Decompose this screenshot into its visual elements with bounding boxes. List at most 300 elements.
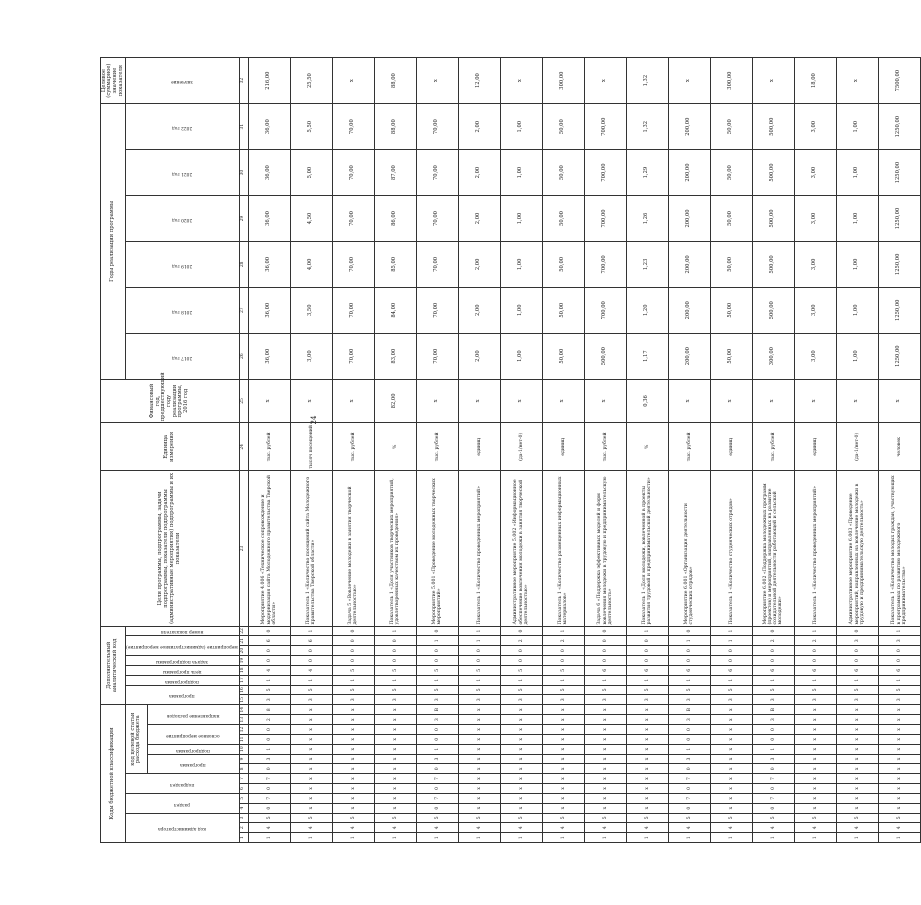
year-value: 2,00 (458, 333, 500, 379)
code-cell: 4 (500, 823, 542, 833)
year-value: 500,00 (752, 104, 794, 150)
year-value: 5,50 (290, 104, 332, 150)
year-value: 4,00 (290, 241, 332, 287)
code-cell: 6 (290, 636, 332, 646)
code-cell: 0 (374, 636, 416, 646)
code-cell: 0 (752, 646, 794, 656)
code-cell: 0 (416, 784, 458, 794)
code-cell: 1 (710, 675, 752, 685)
code-cell: 4 (878, 823, 920, 833)
code-cell: x (542, 705, 584, 715)
year-value: 50,00 (542, 333, 584, 379)
code-cell: 0 (668, 764, 710, 774)
code-cell: 0 (248, 784, 290, 794)
column-number: 29 (239, 196, 248, 242)
year-value: 300,00 (752, 333, 794, 379)
row-name: Административное мероприятие 6.003 «Проведение мероприятий, направленных на вовлечение молодежи в трудовую и предпринимательскую деятельность» (836, 471, 878, 626)
table-row (752, 58, 794, 843)
code-cell: x (626, 784, 668, 794)
code-cell: x (332, 734, 374, 744)
code-cell: 0 (668, 626, 710, 636)
base-year-value: x (668, 379, 710, 423)
code-cell: 1 (416, 744, 458, 754)
program-table (100, 57, 921, 843)
year-value: 1,00 (836, 241, 878, 287)
code-cell: x (836, 793, 878, 803)
year-value: 70,00 (332, 241, 374, 287)
column-number: 2 (239, 823, 248, 833)
code-cell: 0 (374, 656, 416, 666)
code-cell: x (836, 715, 878, 725)
year-value: 1,23 (626, 241, 668, 287)
year-value: 1250,00 (878, 333, 920, 379)
code-cell: x (374, 725, 416, 735)
row-unit: (да-1/нет-0) (836, 423, 878, 471)
code-cell: x (836, 754, 878, 764)
code-cell: 0 (752, 656, 794, 666)
code-cell: x (500, 734, 542, 744)
column-number: 14 (239, 705, 248, 715)
code-cell: x (794, 764, 836, 774)
code-cell: 3 (332, 695, 374, 705)
code-cell: 4 (374, 823, 416, 833)
column-number: 7 (239, 774, 248, 784)
code-cell: 5 (752, 685, 794, 695)
code-cell: 3 (416, 754, 458, 764)
code-cell: 5 (668, 813, 710, 823)
code-cell: 0 (836, 646, 878, 656)
extra-program-label: программа (169, 693, 196, 699)
column-number: 9 (239, 754, 248, 764)
code-cell: x (332, 705, 374, 715)
year-value: 70,00 (332, 287, 374, 333)
code-cell: x (794, 784, 836, 794)
target-value: x (416, 58, 458, 104)
code-cell: 0 (710, 656, 752, 666)
code-cell: 5 (374, 813, 416, 823)
code-cell: 1 (836, 675, 878, 685)
code-cell: 0 (752, 784, 794, 794)
years-header: Годы реализации программы (101, 104, 126, 379)
code-cell: 1 (500, 675, 542, 685)
code-cell: 6 (752, 665, 794, 675)
code-cell: 2 (794, 636, 836, 646)
code-cell: x (290, 744, 332, 754)
code-cell: x (458, 705, 500, 715)
program-name-header: Цели программы, подпрограммы, задачи подпрограммы, показатели подпрограммы (административные мероприятия) подпрограммы и их показатели (101, 471, 240, 626)
code-cell: x (458, 715, 500, 725)
extra-code-header: Дополнительный аналитический код (101, 626, 126, 705)
base-year-value: x (416, 379, 458, 423)
code-cell: 5 (878, 685, 920, 695)
code-cell: 1 (542, 626, 584, 636)
row-unit: человек (878, 423, 920, 471)
year-value: 1250,00 (878, 104, 920, 150)
code-cell: x (584, 803, 626, 813)
base-year-value: x (752, 379, 794, 423)
code-cell: 0 (668, 725, 710, 735)
target-value: x (332, 58, 374, 104)
extra-measure-label: мероприятие (административное мероприятие) (126, 644, 239, 650)
target-value: 12,00 (458, 58, 500, 104)
code-cell: x (542, 715, 584, 725)
code-cell: x (794, 734, 836, 744)
row-name: Задача 5 «Вовлечение молодежи в занятия творческой деятельностью» (332, 471, 374, 626)
row-unit: тыс. рублей (668, 423, 710, 471)
code-cell: 0 (458, 646, 500, 656)
code-cell: 6 (248, 636, 290, 646)
row-unit: тысяч посещений (290, 423, 332, 471)
year-value: 700,00 (584, 150, 626, 196)
year-value: 50,00 (542, 196, 584, 242)
code-cell: x (584, 744, 626, 754)
rotated-sheet (60, 0, 907, 905)
code-cell: x (290, 725, 332, 735)
code-cell: 1 (668, 675, 710, 685)
code-cell: x (584, 764, 626, 774)
code-cell: 0 (248, 626, 290, 636)
code-cell: 0 (248, 725, 290, 735)
target-value: 300,00 (542, 58, 584, 104)
year-value: 500,00 (752, 196, 794, 242)
code-cell: x (584, 793, 626, 803)
row-name: Показатель 1 «Доля участников творческих мероприятий, удовлетворенных качеством их проведения» (374, 471, 416, 626)
code-cell: 5 (542, 685, 584, 695)
year-value: 1,00 (500, 287, 542, 333)
code-cell: 5 (248, 685, 290, 695)
code-cell: x (542, 764, 584, 774)
extra-indicator-label: номер показателя (161, 629, 204, 635)
code-cell: x (542, 744, 584, 754)
row-unit: % (626, 423, 668, 471)
code-cell: 7 (752, 774, 794, 784)
year-value: 1,00 (836, 196, 878, 242)
base-year-value: x (878, 379, 920, 423)
year-value: 36,00 (248, 333, 290, 379)
code-cell: x (878, 705, 920, 715)
code-cell: 1 (836, 833, 878, 843)
code-cell: 0 (500, 656, 542, 666)
code-cell: 3 (752, 715, 794, 725)
code-cell: x (374, 705, 416, 715)
code-cell: 1 (248, 675, 290, 685)
target-value: 7500,00 (878, 58, 920, 104)
code-cell: 7 (416, 774, 458, 784)
target-value: x (584, 58, 626, 104)
code-cell: x (878, 764, 920, 774)
code-cell: 1 (878, 833, 920, 843)
year-value: 50,00 (710, 196, 752, 242)
code-cell: 0 (458, 656, 500, 666)
code-cell: 0 (794, 646, 836, 656)
base-year-value: x (542, 379, 584, 423)
code-cell: 5 (500, 685, 542, 695)
column-number: 5 (239, 793, 248, 803)
code-cell: x (542, 725, 584, 735)
code-cell: x (794, 705, 836, 715)
code-cell: 0 (332, 636, 374, 646)
code-cell: 1 (878, 675, 920, 685)
code-cell: 7 (668, 793, 710, 803)
code-cell: 2 (542, 636, 584, 646)
code-cell: 4 (626, 823, 668, 833)
code-cell: x (374, 774, 416, 784)
year-value: 1,32 (626, 104, 668, 150)
year-value: 70,00 (332, 104, 374, 150)
code-cell: x (458, 744, 500, 754)
program-code-label: программа (180, 762, 207, 768)
code-cell: x (290, 774, 332, 784)
code-cell: 8 (248, 705, 290, 715)
code-cell: x (584, 725, 626, 735)
target-value: 216,00 (248, 58, 290, 104)
code-cell: x (290, 705, 332, 715)
code-cell: 4 (416, 823, 458, 833)
year-2018: 2018 год (172, 308, 193, 314)
code-cell: 0 (752, 734, 794, 744)
year-value: 1,20 (626, 287, 668, 333)
row-unit: единиц (794, 423, 836, 471)
column-number: 4 (239, 803, 248, 813)
code-cell: x (878, 784, 920, 794)
code-cell: x (500, 725, 542, 735)
column-number: 28 (239, 241, 248, 287)
code-cell: x (794, 725, 836, 735)
code-cell: 5 (500, 665, 542, 675)
code-cell: x (500, 793, 542, 803)
code-cell: 4 (290, 823, 332, 833)
code-cell: x (500, 784, 542, 794)
code-cell: 1 (416, 636, 458, 646)
code-cell: x (710, 705, 752, 715)
target-value: 1,32 (626, 58, 668, 104)
row-name: Показатель 1 «Доля молодежи, вовлеченной в проекты развития трудовой и предпринимательской деятельности» (626, 471, 668, 626)
code-cell: 3 (626, 695, 668, 705)
code-cell: x (458, 784, 500, 794)
code-cell: x (458, 764, 500, 774)
code-cell: 6 (626, 665, 668, 675)
code-cell: x (710, 784, 752, 794)
code-cell: 5 (458, 685, 500, 695)
code-cell: x (332, 803, 374, 813)
code-cell: 0 (668, 646, 710, 656)
code-cell: 3 (710, 695, 752, 705)
year-value: 1,00 (836, 150, 878, 196)
code-cell: 2 (500, 636, 542, 646)
target-value: 88,00 (374, 58, 416, 104)
code-cell: x (710, 793, 752, 803)
code-cell: x (290, 784, 332, 794)
column-number: 25 (239, 379, 248, 423)
code-cell: 3 (248, 695, 290, 705)
code-cell: x (500, 705, 542, 715)
code-cell: 5 (416, 685, 458, 695)
code-cell: 0 (248, 656, 290, 666)
code-cell: x (794, 754, 836, 764)
code-cell: 0 (290, 646, 332, 656)
row-unit: тыс. рублей (332, 423, 374, 471)
code-cell: x (626, 754, 668, 764)
code-cell: 0 (626, 636, 668, 646)
year-value: 500,00 (752, 287, 794, 333)
year-value: 86,00 (374, 196, 416, 242)
code-cell: x (710, 725, 752, 735)
code-cell: 1 (752, 675, 794, 685)
base-year-value: 0,36 (626, 379, 668, 423)
extra-subprogram-label: подпрограмма (165, 678, 200, 684)
code-cell: x (710, 754, 752, 764)
year-value: 200,00 (668, 333, 710, 379)
base-year-value: x (248, 379, 290, 423)
code-cell: 3 (416, 715, 458, 725)
column-number: 13 (239, 715, 248, 725)
code-cell: x (710, 774, 752, 784)
year-value: 200,00 (668, 196, 710, 242)
code-cell: 5 (416, 813, 458, 823)
year-value: 36,00 (248, 287, 290, 333)
code-cell: x (290, 734, 332, 744)
row-unit: тыс. рублей (416, 423, 458, 471)
code-cell: 0 (836, 656, 878, 666)
base-year-value: x (500, 379, 542, 423)
base-year-value: 82,00 (374, 379, 416, 423)
code-cell: 5 (290, 813, 332, 823)
code-cell: x (836, 734, 878, 744)
year-value: 1,00 (500, 196, 542, 242)
year-2017: 2017 год (172, 354, 193, 360)
code-cell: 1 (752, 744, 794, 754)
code-cell: 0 (710, 646, 752, 656)
code-cell: 0 (668, 784, 710, 794)
code-cell: 4 (710, 823, 752, 833)
year-value: 3,00 (794, 196, 836, 242)
code-cell: x (458, 793, 500, 803)
code-cell: x (878, 734, 920, 744)
code-cell: x (878, 744, 920, 754)
code-cell: x (458, 774, 500, 784)
year-value: 500,00 (752, 150, 794, 196)
year-value: 50,00 (710, 287, 752, 333)
column-number: 32 (239, 58, 248, 104)
year-value: 1250,00 (878, 196, 920, 242)
code-cell: 5 (374, 685, 416, 695)
row-name: Мероприятие 5.001 «Проведение молодежных творческих мероприятий» (416, 471, 458, 626)
code-cell: x (374, 715, 416, 725)
code-cell: 4 (794, 823, 836, 833)
code-cell: 7 (668, 774, 710, 784)
code-cell: 0 (542, 646, 584, 656)
extra-goal-label: цель программы (163, 668, 202, 674)
code-cell: 3 (374, 695, 416, 705)
column-number: 8 (239, 764, 248, 774)
code-cell: x (290, 793, 332, 803)
year-value: 2,00 (458, 150, 500, 196)
code-cell: 0 (248, 734, 290, 744)
code-cell: 0 (668, 734, 710, 744)
row-name: Показатель 1 «Количество проведенных мероприятий» (458, 471, 500, 626)
code-cell: x (542, 803, 584, 813)
year-value: 500,00 (584, 333, 626, 379)
code-cell: 0 (584, 626, 626, 636)
year-value: 2,00 (458, 241, 500, 287)
code-cell: 1 (668, 744, 710, 754)
code-cell: 0 (248, 764, 290, 774)
row-name: Мероприятие 4.006 «Техническое сопровождение и модернизация сайта Молодежного правительства Тверской области» (248, 471, 290, 626)
year-value: 200,00 (668, 104, 710, 150)
code-cell: 3 (878, 636, 920, 646)
year-value: 3,00 (794, 287, 836, 333)
year-value: 36,00 (248, 150, 290, 196)
code-cell: 1 (710, 833, 752, 843)
code-cell: x (836, 744, 878, 754)
code-cell: 3 (668, 695, 710, 705)
row-name: Административное мероприятие 5.002 «Информационное обеспечение вовлечения молодежи в занятия творческой деятельностью» (500, 471, 542, 626)
code-cell: x (710, 764, 752, 774)
code-cell: 7 (248, 774, 290, 784)
column-number: 19 (239, 656, 248, 666)
table-row (710, 58, 752, 843)
year-value: 1,26 (626, 196, 668, 242)
code-cell: 0 (290, 656, 332, 666)
year-value: 84,00 (374, 287, 416, 333)
year-value: 1,00 (836, 287, 878, 333)
code-cell: 0 (794, 656, 836, 666)
column-number: 31 (239, 104, 248, 150)
code-cell: 5 (290, 685, 332, 695)
code-cell: 5 (374, 665, 416, 675)
code-cell: 3 (668, 754, 710, 764)
row-name: Показатель 1 «Количество размещенных информационных материалов» (542, 471, 584, 626)
year-value: 83,00 (374, 333, 416, 379)
table-row (248, 58, 290, 843)
code-cell: x (626, 734, 668, 744)
subprogram-code-label: подпрограмма (176, 747, 211, 753)
year-value: 87,00 (374, 150, 416, 196)
year-value: 70,00 (416, 287, 458, 333)
code-cell: 1 (668, 636, 710, 646)
code-cell: 1 (332, 675, 374, 685)
column-number: 15 (239, 695, 248, 705)
table-row (836, 58, 878, 843)
code-cell: 4 (290, 665, 332, 675)
code-cell: 1 (416, 675, 458, 685)
code-cell: 0 (584, 656, 626, 666)
table-row (542, 58, 584, 843)
code-cell: B (416, 705, 458, 715)
code-cell: 0 (752, 626, 794, 636)
code-cell: x (626, 764, 668, 774)
code-cell: 6 (836, 665, 878, 675)
code-cell: 3 (500, 695, 542, 705)
expense-direction-label: направление расходов (167, 713, 220, 719)
code-cell: 2 (752, 636, 794, 646)
code-cell: 0 (416, 803, 458, 813)
code-cell: 4 (248, 823, 290, 833)
code-cell: x (500, 715, 542, 725)
code-cell: x (584, 784, 626, 794)
code-cell: 3 (668, 715, 710, 725)
base-year-value: x (458, 379, 500, 423)
code-cell: 5 (836, 813, 878, 823)
code-cell: x (836, 803, 878, 813)
code-cell: 7 (416, 793, 458, 803)
table-body (239, 58, 920, 843)
code-cell: 6 (668, 665, 710, 675)
row-name: Мероприятие 6.001 «Организация деятельности студенческих отрядов» (668, 471, 710, 626)
code-cell: 1 (458, 626, 500, 636)
subsection-label: подраздел (170, 781, 195, 787)
code-cell: x (878, 725, 920, 735)
